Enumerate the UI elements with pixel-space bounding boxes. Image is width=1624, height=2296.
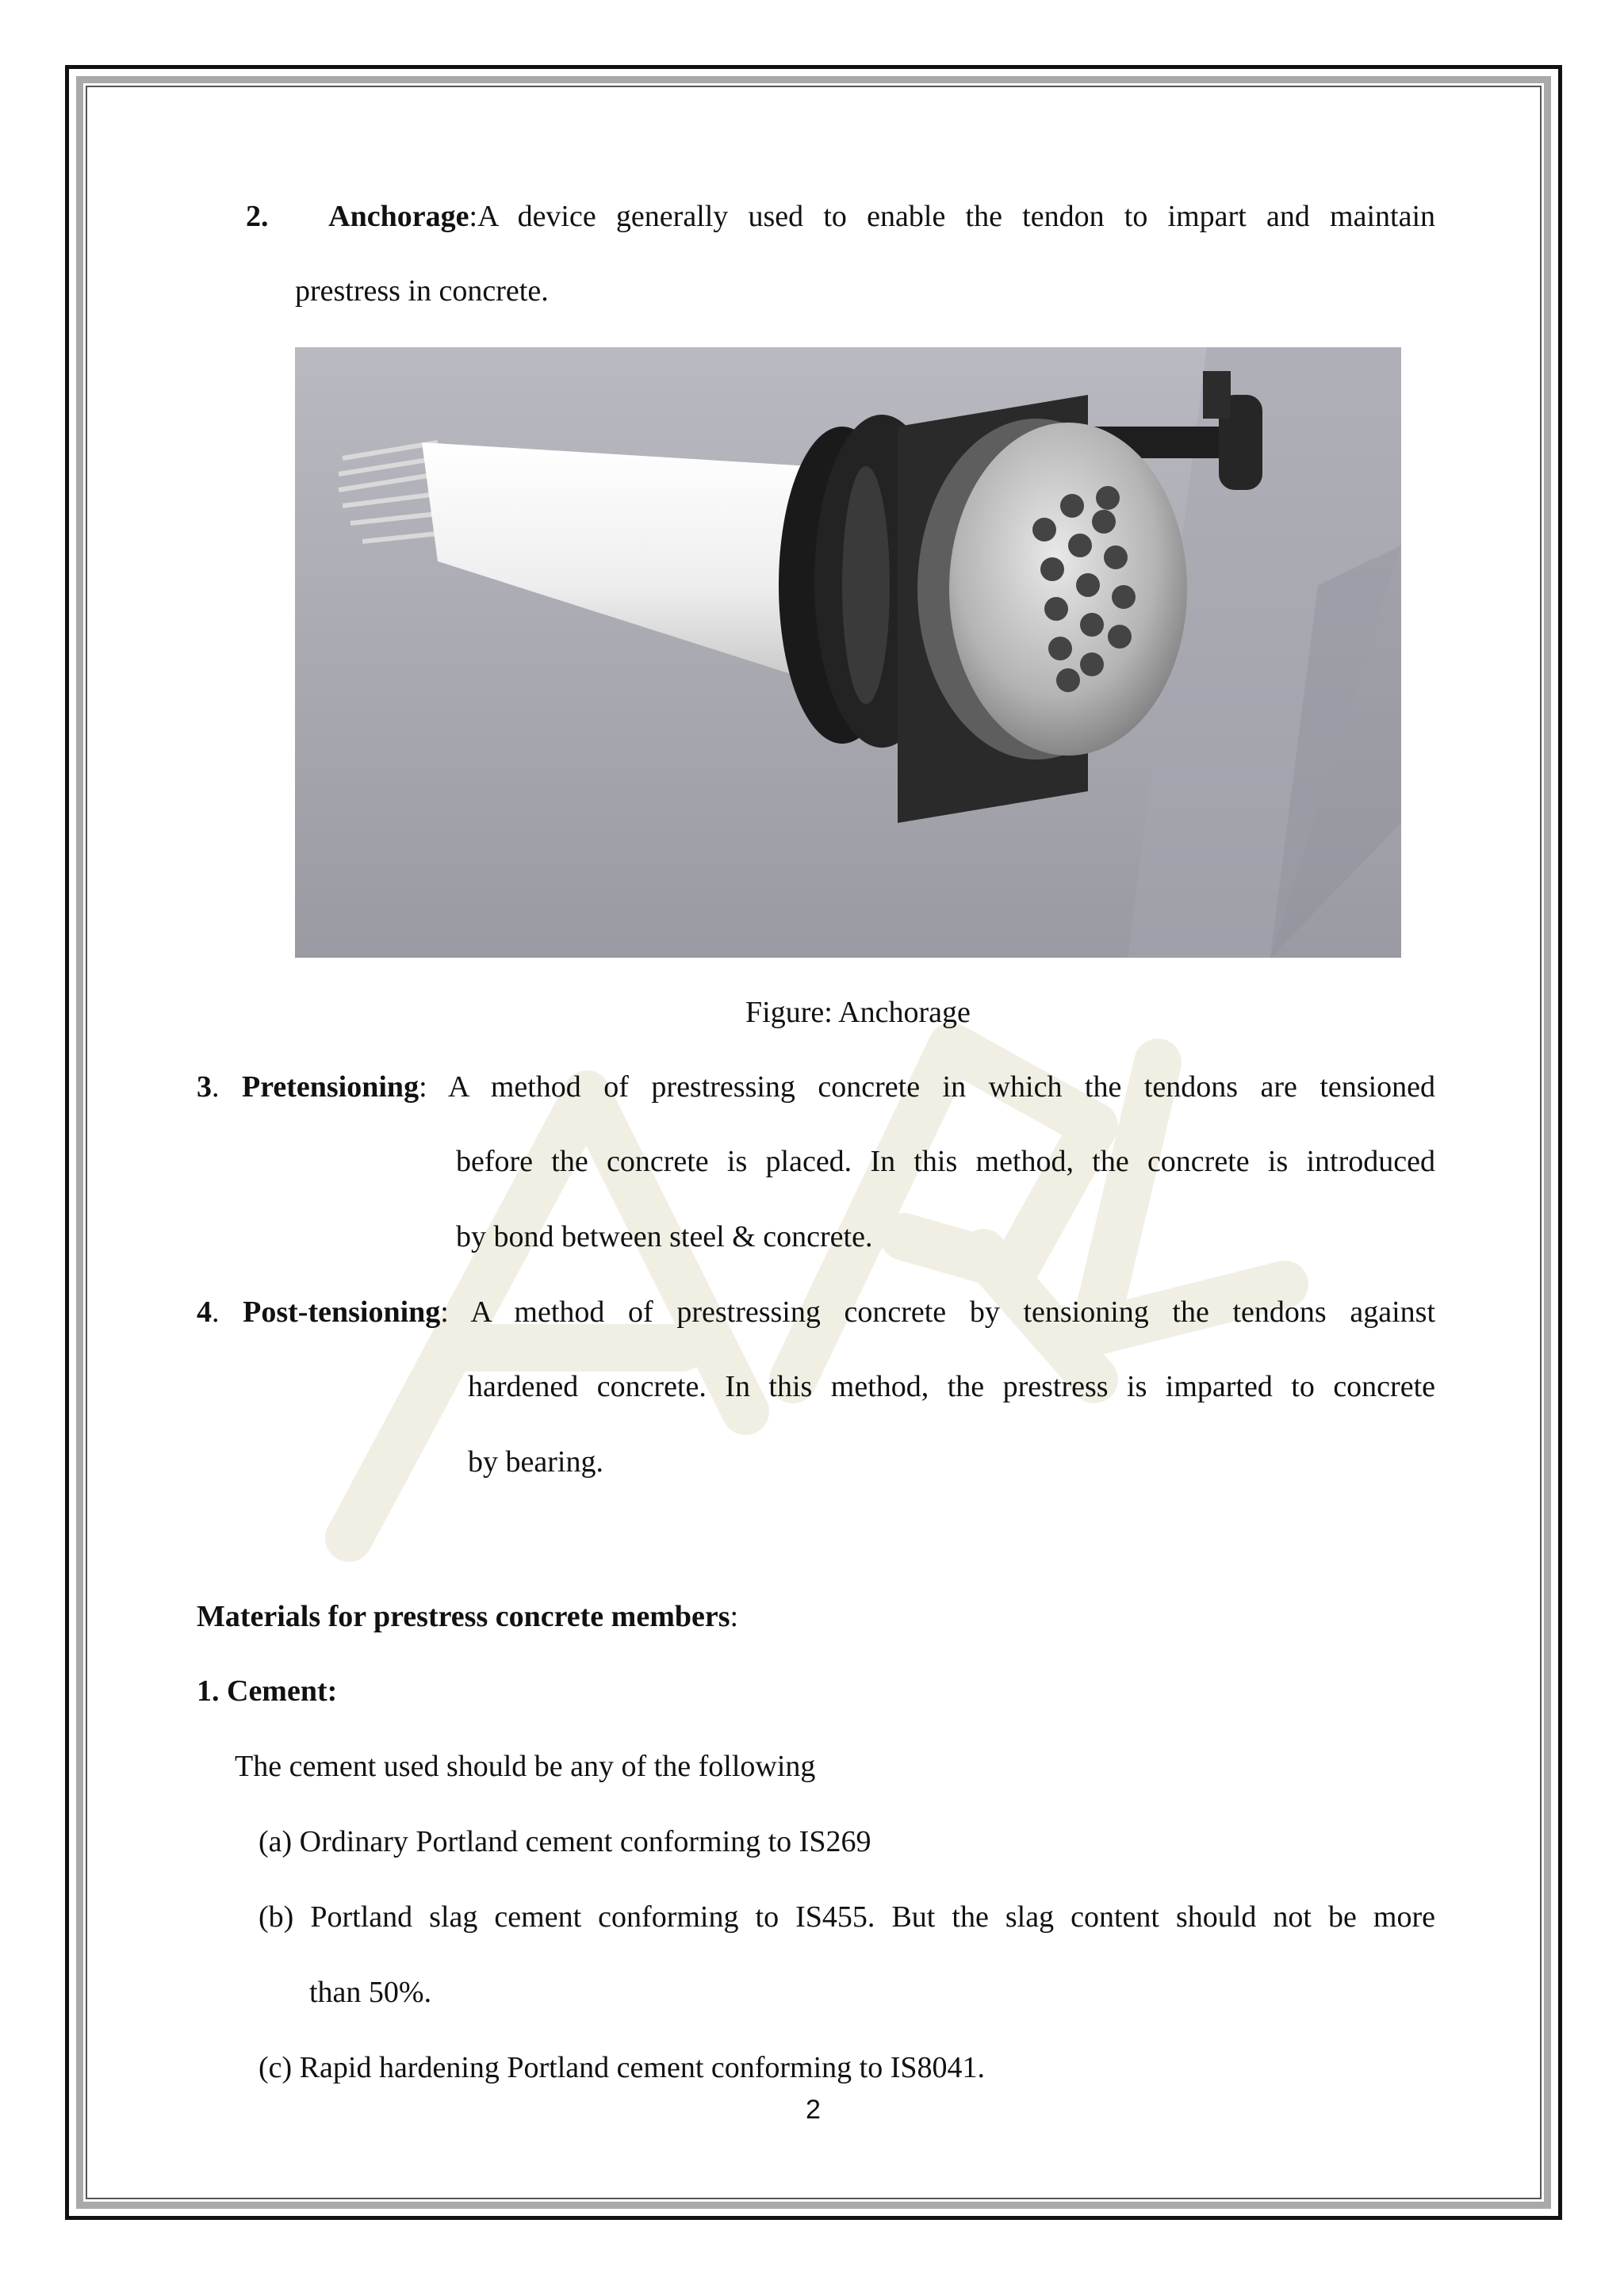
- item3-text-1: : A method of prestressing concrete in which the tendons are tensioned: [419, 1070, 1435, 1104]
- item4-text-1: : A method of prestressing concrete by tensioning the tendons against: [440, 1295, 1435, 1329]
- item2-number: 2.: [246, 200, 269, 233]
- anchorage-figure: [295, 347, 1401, 958]
- cement-heading: 1. Cement:: [197, 1674, 338, 1708]
- item4-text-2: hardened concrete. In this method, the prestress is imparted to concrete: [468, 1370, 1435, 1403]
- item2-line1: [246, 198, 1435, 235]
- materials-heading-colon: :: [730, 1600, 739, 1633]
- item3-term: Pretensioning: [241, 1070, 419, 1104]
- item3-line1: 3. Pretensioning: A method of prestressing concrete in which the tendons are tensioned: [197, 1070, 1435, 1104]
- cement-item-b-line2: than 50%.: [309, 1976, 432, 2009]
- item4-line2: [468, 1368, 1435, 1405]
- item4-number: 4: [197, 1295, 212, 1329]
- item3-line3: by bond between steel & concrete.: [456, 1220, 873, 1253]
- materials-heading: [197, 1598, 738, 1635]
- item3-number: 3: [197, 1070, 212, 1104]
- cement-item-b-text: (b) Portland slag cement conforming to IS455. But the slag content should not be more: [259, 1900, 1435, 1934]
- item4-term: Post-tensioning: [243, 1295, 441, 1329]
- item4-line3: by bearing.: [468, 1445, 603, 1479]
- item2-term: Anchorage: [328, 200, 469, 233]
- item2-line2: prestress in concrete.: [295, 274, 549, 308]
- cement-item-c: (c) Rapid hardening Portland cement conforming to IS8041.: [259, 2051, 986, 2084]
- item2-text-1: :A device generally used to enable the tendon to impart and maintain: [469, 200, 1435, 233]
- figure-caption: Figure: Anchorage: [745, 996, 971, 1029]
- item3-text-2: before the concrete is placed. In this method, the concrete is introduced: [456, 1145, 1435, 1178]
- item3-line2: [456, 1143, 1435, 1180]
- cement-item-b-line1: [259, 1899, 1435, 1935]
- cement-item-a: (a) Ordinary Portland cement conforming to IS269: [259, 1825, 871, 1858]
- item4-line1: 4. Post-tensioning: A method of prestressing concrete by tensioning the tendons against: [197, 1295, 1435, 1329]
- page-number: 2: [806, 2095, 821, 2125]
- materials-heading-text: Materials for prestress concrete members: [197, 1600, 730, 1633]
- cement-intro: The cement used should be any of the following: [235, 1750, 816, 1783]
- anchorage-photo: [295, 347, 1401, 958]
